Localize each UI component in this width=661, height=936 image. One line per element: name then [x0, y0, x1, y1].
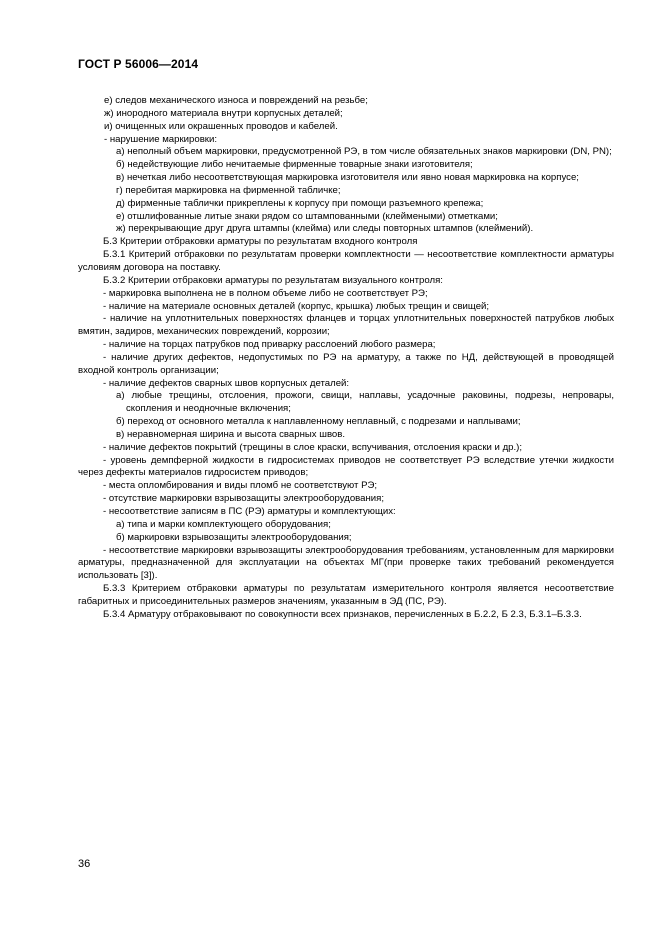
list-item: - несоответствие маркировки взрывозащиты электрооборудования требованиям, установленным для маркировки арматуры, предназначенной для эксплуатации на объектах МГ(при проверке таких требований рекомендуется использовать [3]). [78, 544, 614, 582]
list-item: в) нечеткая либо несоответствующая маркировка изготовителя или явно новая маркировка на корпусе; [116, 172, 579, 184]
list-item: г) перебитая маркировка на фирменной табличке; [116, 184, 341, 196]
list-item: - наличие на уплотнительных поверхностях фланцев и торцах уплотнительных поверхностей патрубков любых вмятин, задиров, механических повреждений, коррозии; [78, 313, 614, 338]
list-item: е) отшлифованные литые знаки рядом со штампованными (клеймеными) отметками; [116, 210, 498, 222]
list-item: - уровень демпферной жидкости в гидросистемах приводов не соответствует РЭ вследствие утечки жидкости через дефекты материалов гидросистем приводов; [78, 454, 614, 479]
list-item: в) неравномерная ширина и высота сварных швов. [116, 428, 346, 440]
list-item: ж) инородного материала внутри корпусных деталей; [104, 107, 343, 119]
list-item: - наличие на материале основных деталей (корпус, крышка) любых трещин и свищей; [103, 300, 490, 312]
list-item: ж) перекрывающие друг друга штампы (клейма) или следы повторных штампов (клеймений). [116, 223, 534, 235]
list-item: - наличие других дефектов, недопустимых по РЭ на арматуру, а также по НД, действующей в проводящей входной контроль организации; [78, 351, 614, 376]
list-item: а) неполный объем маркировки, предусмотренной РЭ, в том числе обязательных знаков маркировки (DN, PN); [116, 146, 612, 158]
list-item: д) фирменные таблички прикреплены к корпусу при помощи разъемного крепежа; [116, 197, 484, 209]
list-item: - места опломбирования и виды пломб не соответствуют РЭ; [103, 480, 378, 492]
document-header: ГОСТ Р 56006—2014 [78, 57, 199, 71]
list-item: - наличие дефектов сварных швов корпусных деталей: [103, 377, 350, 389]
list-item: а) любые трещины, отслоения, прожоги, свищи, наплавы, усадочные раковины, подрезы, непровары, скопления и неодночные включения; [116, 390, 614, 415]
paragraph: Б.3.1 Критерий отбраковки по результатам проверки комплектности — несоответствие комплектности арматуры условиям договора на поставку. [78, 249, 614, 273]
list-item: и) очищенных или окрашенных проводов и кабелей. [104, 120, 338, 132]
paragraph: Б.3.2 Критерии отбраковки арматуры по результатам визуального контроля: [103, 274, 443, 286]
document-body [78, 95, 614, 622]
list-item: б) переход от основного металла к наплавленному неплавный, с подрезами и наплывами; [116, 416, 521, 428]
list-item: б) маркировки взрывозащиты электрооборудования; [116, 531, 352, 543]
list-item: а) типа и марки комплектующего оборудования; [116, 518, 331, 530]
paragraph: Б.3.4 Арматуру отбраковывают по совокупности всех признаков, перечисленных в Б.2.2, Б 2.3, Б.3.1–Б.3.3. [103, 608, 582, 620]
paragraph: Б.3.3 Критерием отбраковки арматуры по результатам измерительного контроля является несоответствие габаритных и присоединительных размеров значениям, указанным в ЭД (ПС, РЭ). [78, 583, 614, 607]
list-item: е) следов механического износа и повреждений на резьбе; [104, 95, 368, 106]
list-item: - маркировка выполнена не в полном объеме либо не соответствует РЭ; [103, 287, 428, 299]
list-item: - отсутствие маркировки взрывозащиты электрооборудования; [103, 493, 385, 505]
page-number: 36 [78, 858, 91, 870]
list-item: б) недействующие либо нечитаемые фирменные товарные знаки изготовителя; [116, 159, 473, 171]
list-item: - нарушение маркировки: [104, 133, 218, 145]
list-item: - наличие на торцах патрубков под приварку расслоений любого размера; [103, 339, 436, 351]
section-heading: Б.3 Критерии отбраковки арматуры по результатам входного контроля [103, 236, 418, 248]
list-item: - несоответствие записям в ПС (РЭ) арматуры и комплектующих: [103, 506, 396, 517]
list-item: - наличие дефектов покрытий (трещины в слое краски, вспучивания, отслоения краски и др.); [103, 441, 523, 453]
